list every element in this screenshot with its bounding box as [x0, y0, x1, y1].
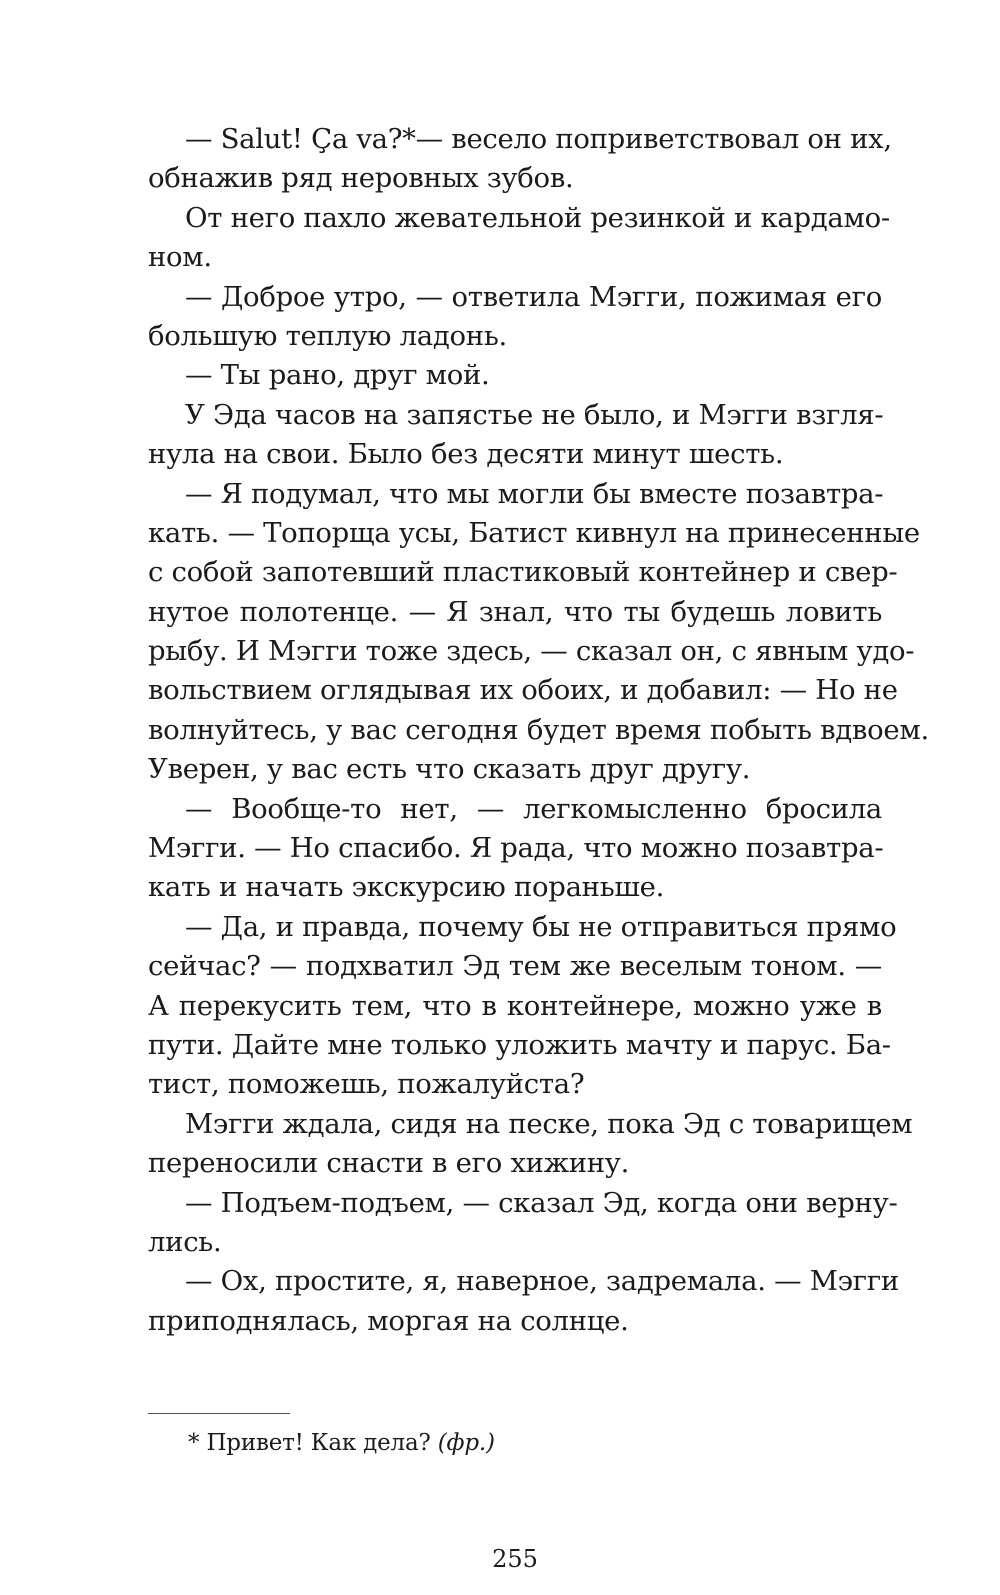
text-line: пути. Дайте мне только уложить мачту и парус. Ба-: [148, 1028, 891, 1061]
text-line: От него пахло жевательной резинкой и кардамо-: [185, 201, 890, 234]
footnote-marker: *: [188, 1430, 200, 1456]
body-text: [148, 120, 929, 1341]
footnote-text: Привет! Как дела?: [206, 1430, 431, 1456]
text-line: вольствием оглядывая их обоих, и добавил: — Но не: [148, 674, 898, 707]
text-line: — Salut! Ça va?*— весело поприветствовал он их,: [185, 123, 892, 155]
text-line: лись.: [148, 1225, 222, 1258]
text-line: — Доброе утро, — ответила Мэгги, пожимая его: [185, 280, 882, 313]
text-line: — Ты рано, друг мой.: [185, 359, 490, 392]
text-line: сейчас? — подхватил Эд тем же веселым тоном. —: [148, 950, 882, 983]
text-line: Мэгги. — Но спасибо. Я рада, что можно позавтра-: [148, 832, 884, 865]
footnote-divider: [148, 1413, 290, 1414]
text-line: У Эда часов на запястье не было, и Мэгги взгля-: [185, 398, 884, 431]
text-line: Мэгги ждала, сидя на песке, пока Эд с товарищем: [185, 1107, 913, 1140]
text-line: кать и начать экскурсию пораньше.: [148, 871, 665, 904]
text-line: кать. — Топорща усы, Батист кивнул на принесенные: [148, 516, 920, 549]
text-line: переносили снасти в его хижину.: [148, 1147, 630, 1180]
footnote-language: (фр.): [437, 1430, 495, 1456]
text-line: Уверен, у вас есть что сказать друг другу.: [148, 753, 751, 786]
text-line: А перекусить тем, что в контейнере, можно уже в: [148, 989, 882, 1022]
text-line: — Ох, простите, я, наверное, задремала. — Мэгги: [185, 1265, 899, 1298]
text-line: тист, поможешь, пожалуйста?: [148, 1068, 585, 1101]
text-line: приподнялась, моргая на солнце.: [148, 1304, 629, 1337]
book-page: [148, 120, 929, 1573]
text-line: нутое полотенце. — Я знал, что ты будешь ловить: [148, 595, 882, 628]
text-line: волнуйтесь, у вас сегодня будет время побыть вдвоем.: [148, 713, 929, 746]
text-line: — Я подумал, что мы могли бы вместе позавтра-: [185, 477, 884, 510]
page-number: 255: [492, 1545, 538, 1573]
text-line: — Вообще-то нет, — легкомысленно бросила: [185, 792, 882, 825]
text-line: с собой запотевший пластиковый контейнер и свер-: [148, 556, 898, 589]
text-line: обнажив ряд неровных зубов.: [148, 162, 574, 195]
text-line: — Да, и правда, почему бы не отправиться прямо: [185, 910, 897, 943]
text-line: рыбу. И Мэгги тоже здесь, — сказал он, с явным удо-: [148, 635, 915, 668]
footnote: [188, 1428, 495, 1458]
text-line: ном.: [148, 241, 212, 274]
text-line: — Подъем-подъем, — сказал Эд, когда они верну-: [185, 1186, 898, 1219]
text-line: большую теплую ладонь.: [148, 319, 507, 352]
text-line: нула на свои. Было без десяти минут шесть.: [148, 438, 784, 471]
